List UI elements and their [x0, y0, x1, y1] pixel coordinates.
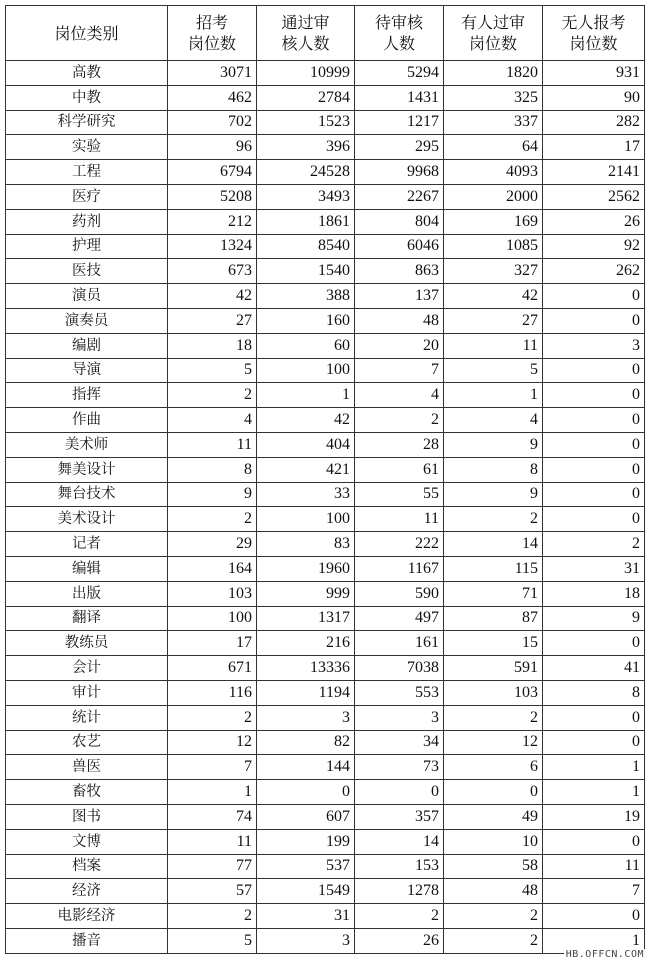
- cell-positions-no-applicants: 931: [543, 61, 645, 86]
- cell-approved-count: 1540: [257, 259, 355, 284]
- cell-approved-count: 3493: [257, 184, 355, 209]
- cell-pending-count: 222: [355, 532, 444, 557]
- cell-approved-count: 396: [257, 135, 355, 160]
- cell-positions-with-approved: 2: [444, 904, 543, 929]
- cell-approved-count: 10999: [257, 61, 355, 86]
- cell-approved-count: 607: [257, 804, 355, 829]
- cell-pending-count: 48: [355, 308, 444, 333]
- cell-category: 出版: [6, 581, 168, 606]
- cell-positions-no-applicants: 0: [543, 457, 645, 482]
- cell-positions-no-applicants: 0: [543, 383, 645, 408]
- cell-approved-count: 999: [257, 581, 355, 606]
- cell-pending-count: 6046: [355, 234, 444, 259]
- table-row: [6, 680, 645, 705]
- table-row: [6, 631, 645, 656]
- cell-recruit-positions: 96: [168, 135, 257, 160]
- header-line: 岗位数: [187, 34, 236, 53]
- cell-category: 实验: [6, 135, 168, 160]
- cell-recruit-positions: 671: [168, 656, 257, 681]
- cell-positions-with-approved: 325: [444, 85, 543, 110]
- cell-recruit-positions: 5: [168, 928, 257, 953]
- cell-approved-count: 404: [257, 432, 355, 457]
- cell-pending-count: 34: [355, 730, 444, 755]
- cell-category: 审计: [6, 680, 168, 705]
- table-row: [6, 408, 645, 433]
- header-line: 人数: [382, 34, 415, 53]
- cell-positions-with-approved: 337: [444, 110, 543, 135]
- table-header: [6, 6, 645, 61]
- cell-pending-count: 26: [355, 928, 444, 953]
- cell-positions-no-applicants: 9: [543, 606, 645, 631]
- cell-category: 文博: [6, 829, 168, 854]
- cell-positions-no-applicants: 282: [543, 110, 645, 135]
- cell-category: 记者: [6, 532, 168, 557]
- cell-positions-with-approved: 49: [444, 804, 543, 829]
- cell-pending-count: 1217: [355, 110, 444, 135]
- cell-recruit-positions: 29: [168, 532, 257, 557]
- cell-positions-with-approved: 9: [444, 482, 543, 507]
- table-row: [6, 110, 645, 135]
- table-row: [6, 755, 645, 780]
- cell-category: 科学研究: [6, 110, 168, 135]
- cell-recruit-positions: 57: [168, 879, 257, 904]
- cell-positions-with-approved: 327: [444, 259, 543, 284]
- table-row: [6, 730, 645, 755]
- cell-approved-count: 3: [257, 705, 355, 730]
- cell-positions-with-approved: 9: [444, 432, 543, 457]
- cell-positions-no-applicants: 11: [543, 854, 645, 879]
- cell-positions-with-approved: 2: [444, 705, 543, 730]
- table-row: [6, 705, 645, 730]
- cell-recruit-positions: 1324: [168, 234, 257, 259]
- table-row: [6, 358, 645, 383]
- cell-positions-with-approved: 58: [444, 854, 543, 879]
- cell-positions-with-approved: 27: [444, 308, 543, 333]
- cell-recruit-positions: 164: [168, 556, 257, 581]
- cell-recruit-positions: 11: [168, 432, 257, 457]
- table-row: [6, 383, 645, 408]
- cell-category: 医疗: [6, 184, 168, 209]
- cell-pending-count: 863: [355, 259, 444, 284]
- cell-positions-no-applicants: 0: [543, 507, 645, 532]
- cell-category: 播音: [6, 928, 168, 953]
- header-category: [6, 6, 168, 61]
- cell-positions-no-applicants: 1: [543, 928, 645, 953]
- cell-positions-no-applicants: 8: [543, 680, 645, 705]
- cell-approved-count: 0: [257, 780, 355, 805]
- cell-pending-count: 9968: [355, 160, 444, 185]
- cell-category: 电影经济: [6, 904, 168, 929]
- cell-positions-with-approved: 6: [444, 755, 543, 780]
- header-line: 待审核: [374, 13, 423, 32]
- cell-positions-no-applicants: 2141: [543, 160, 645, 185]
- table-row: [6, 160, 645, 185]
- cell-approved-count: 100: [257, 507, 355, 532]
- cell-positions-with-approved: 0: [444, 780, 543, 805]
- cell-positions-with-approved: 1820: [444, 61, 543, 86]
- cell-approved-count: 421: [257, 457, 355, 482]
- cell-pending-count: 137: [355, 284, 444, 309]
- cell-positions-with-approved: 2: [444, 928, 543, 953]
- header-line: 有人过审: [460, 13, 525, 32]
- cell-positions-no-applicants: 18: [543, 581, 645, 606]
- table-row: [6, 606, 645, 631]
- table-row: [6, 184, 645, 209]
- cell-positions-no-applicants: 31: [543, 556, 645, 581]
- table-row: [6, 482, 645, 507]
- header-line: 招考: [195, 13, 228, 32]
- cell-category: 美术设计: [6, 507, 168, 532]
- table-row: [6, 507, 645, 532]
- cell-positions-with-approved: 591: [444, 656, 543, 681]
- cell-positions-with-approved: 1085: [444, 234, 543, 259]
- cell-positions-with-approved: 11: [444, 333, 543, 358]
- table-row: [6, 532, 645, 557]
- cell-approved-count: 3: [257, 928, 355, 953]
- table-row: [6, 85, 645, 110]
- cell-recruit-positions: 116: [168, 680, 257, 705]
- cell-approved-count: 31: [257, 904, 355, 929]
- cell-recruit-positions: 42: [168, 284, 257, 309]
- cell-approved-count: 1194: [257, 680, 355, 705]
- table-row: [6, 234, 645, 259]
- cell-pending-count: 4: [355, 383, 444, 408]
- cell-pending-count: 153: [355, 854, 444, 879]
- cell-approved-count: 388: [257, 284, 355, 309]
- header-approved-count: [257, 6, 355, 61]
- cell-positions-with-approved: 71: [444, 581, 543, 606]
- cell-positions-with-approved: 4093: [444, 160, 543, 185]
- header-positions-with-approved: [444, 6, 543, 61]
- cell-recruit-positions: 2: [168, 383, 257, 408]
- header-pending-count: [355, 6, 444, 61]
- table-row: [6, 829, 645, 854]
- cell-pending-count: 1278: [355, 879, 444, 904]
- cell-positions-with-approved: 115: [444, 556, 543, 581]
- cell-positions-no-applicants: 0: [543, 705, 645, 730]
- cell-pending-count: 804: [355, 209, 444, 234]
- table-row: [6, 879, 645, 904]
- cell-positions-no-applicants: 0: [543, 730, 645, 755]
- cell-category: 医技: [6, 259, 168, 284]
- cell-approved-count: 1317: [257, 606, 355, 631]
- cell-pending-count: 553: [355, 680, 444, 705]
- cell-category: 舞台技术: [6, 482, 168, 507]
- cell-positions-no-applicants: 0: [543, 482, 645, 507]
- cell-positions-no-applicants: 0: [543, 631, 645, 656]
- cell-pending-count: 2267: [355, 184, 444, 209]
- cell-category: 畜牧: [6, 780, 168, 805]
- cell-positions-with-approved: 42: [444, 284, 543, 309]
- cell-recruit-positions: 9: [168, 482, 257, 507]
- cell-approved-count: 1861: [257, 209, 355, 234]
- cell-positions-with-approved: 5: [444, 358, 543, 383]
- cell-positions-with-approved: 12: [444, 730, 543, 755]
- cell-positions-no-applicants: 1: [543, 780, 645, 805]
- cell-approved-count: 216: [257, 631, 355, 656]
- cell-recruit-positions: 3071: [168, 61, 257, 86]
- cell-pending-count: 5294: [355, 61, 444, 86]
- cell-positions-no-applicants: 26: [543, 209, 645, 234]
- cell-recruit-positions: 17: [168, 631, 257, 656]
- table-row: [6, 928, 645, 953]
- cell-positions-with-approved: 8: [444, 457, 543, 482]
- cell-approved-count: 100: [257, 358, 355, 383]
- cell-recruit-positions: 702: [168, 110, 257, 135]
- cell-approved-count: 160: [257, 308, 355, 333]
- cell-positions-no-applicants: 0: [543, 408, 645, 433]
- cell-category: 教练员: [6, 631, 168, 656]
- cell-positions-no-applicants: 90: [543, 85, 645, 110]
- cell-approved-count: 537: [257, 854, 355, 879]
- cell-pending-count: 2: [355, 904, 444, 929]
- table-row: [6, 556, 645, 581]
- cell-recruit-positions: 6794: [168, 160, 257, 185]
- header-recruit-positions: [168, 6, 257, 61]
- cell-category: 经济: [6, 879, 168, 904]
- cell-recruit-positions: 1: [168, 780, 257, 805]
- table-row: [6, 656, 645, 681]
- cell-positions-no-applicants: 41: [543, 656, 645, 681]
- cell-positions-no-applicants: 0: [543, 308, 645, 333]
- cell-approved-count: 8540: [257, 234, 355, 259]
- cell-approved-count: 82: [257, 730, 355, 755]
- cell-category: 演员: [6, 284, 168, 309]
- cell-recruit-positions: 7: [168, 755, 257, 780]
- cell-approved-count: 33: [257, 482, 355, 507]
- cell-positions-no-applicants: 0: [543, 284, 645, 309]
- cell-pending-count: 11: [355, 507, 444, 532]
- cell-recruit-positions: 18: [168, 333, 257, 358]
- cell-approved-count: 60: [257, 333, 355, 358]
- site-watermark: HB.OFFCN.COM: [565, 949, 644, 960]
- cell-positions-with-approved: 15: [444, 631, 543, 656]
- header-line: 岗位类别: [54, 23, 119, 43]
- cell-recruit-positions: 27: [168, 308, 257, 333]
- cell-positions-no-applicants: 0: [543, 432, 645, 457]
- cell-category: 导演: [6, 358, 168, 383]
- cell-category: 美术师: [6, 432, 168, 457]
- table-row: [6, 284, 645, 309]
- cell-pending-count: 590: [355, 581, 444, 606]
- cell-positions-no-applicants: 7: [543, 879, 645, 904]
- table-row: [6, 259, 645, 284]
- header-line: 岗位数: [468, 34, 517, 53]
- table-row: [6, 581, 645, 606]
- header-line: 无人报考: [561, 13, 626, 32]
- cell-pending-count: 7: [355, 358, 444, 383]
- cell-pending-count: 2: [355, 408, 444, 433]
- cell-recruit-positions: 8: [168, 457, 257, 482]
- cell-recruit-positions: 5208: [168, 184, 257, 209]
- recruitment-statistics-table: [5, 5, 645, 954]
- table-row: [6, 61, 645, 86]
- cell-approved-count: 1: [257, 383, 355, 408]
- cell-positions-no-applicants: 262: [543, 259, 645, 284]
- cell-category: 护理: [6, 234, 168, 259]
- header-line: 通过审: [281, 13, 330, 32]
- cell-pending-count: 0: [355, 780, 444, 805]
- cell-pending-count: 73: [355, 755, 444, 780]
- cell-positions-with-approved: 103: [444, 680, 543, 705]
- table-row: [6, 904, 645, 929]
- table-row: [6, 780, 645, 805]
- cell-pending-count: 55: [355, 482, 444, 507]
- cell-pending-count: 28: [355, 432, 444, 457]
- cell-category: 编辑: [6, 556, 168, 581]
- header-line: 岗位数: [569, 34, 618, 53]
- cell-pending-count: 3: [355, 705, 444, 730]
- cell-pending-count: 7038: [355, 656, 444, 681]
- cell-approved-count: 1549: [257, 879, 355, 904]
- cell-category: 舞美设计: [6, 457, 168, 482]
- cell-positions-with-approved: 10: [444, 829, 543, 854]
- table-row: [6, 804, 645, 829]
- table-row: [6, 432, 645, 457]
- cell-recruit-positions: 5: [168, 358, 257, 383]
- cell-recruit-positions: 103: [168, 581, 257, 606]
- cell-positions-no-applicants: 17: [543, 135, 645, 160]
- cell-recruit-positions: 2: [168, 904, 257, 929]
- cell-recruit-positions: 2: [168, 705, 257, 730]
- cell-positions-no-applicants: 2562: [543, 184, 645, 209]
- header-row: [6, 6, 645, 61]
- table-row: [6, 209, 645, 234]
- cell-positions-with-approved: 1: [444, 383, 543, 408]
- cell-category: 会计: [6, 656, 168, 681]
- cell-positions-with-approved: 4: [444, 408, 543, 433]
- cell-approved-count: 1523: [257, 110, 355, 135]
- cell-positions-no-applicants: 3: [543, 333, 645, 358]
- cell-recruit-positions: 100: [168, 606, 257, 631]
- cell-recruit-positions: 77: [168, 854, 257, 879]
- cell-category: 统计: [6, 705, 168, 730]
- cell-positions-no-applicants: 0: [543, 904, 645, 929]
- cell-category: 作曲: [6, 408, 168, 433]
- cell-recruit-positions: 212: [168, 209, 257, 234]
- cell-approved-count: 1960: [257, 556, 355, 581]
- cell-category: 指挥: [6, 383, 168, 408]
- cell-recruit-positions: 462: [168, 85, 257, 110]
- cell-pending-count: 1167: [355, 556, 444, 581]
- cell-category: 农艺: [6, 730, 168, 755]
- table-body: [6, 61, 645, 954]
- cell-positions-no-applicants: 0: [543, 829, 645, 854]
- cell-approved-count: 144: [257, 755, 355, 780]
- header-positions-no-applicants: [543, 6, 645, 61]
- cell-positions-with-approved: 14: [444, 532, 543, 557]
- cell-category: 翻译: [6, 606, 168, 631]
- cell-pending-count: 14: [355, 829, 444, 854]
- cell-positions-with-approved: 169: [444, 209, 543, 234]
- table-row: [6, 308, 645, 333]
- cell-positions-no-applicants: 0: [543, 358, 645, 383]
- cell-positions-no-applicants: 19: [543, 804, 645, 829]
- cell-positions-no-applicants: 92: [543, 234, 645, 259]
- cell-positions-with-approved: 2000: [444, 184, 543, 209]
- cell-positions-no-applicants: 2: [543, 532, 645, 557]
- table-row: [6, 135, 645, 160]
- cell-recruit-positions: 673: [168, 259, 257, 284]
- table-row: [6, 854, 645, 879]
- cell-pending-count: 161: [355, 631, 444, 656]
- cell-category: 演奏员: [6, 308, 168, 333]
- cell-category: 工程: [6, 160, 168, 185]
- table-row: [6, 457, 645, 482]
- cell-pending-count: 20: [355, 333, 444, 358]
- cell-category: 编剧: [6, 333, 168, 358]
- cell-category: 中教: [6, 85, 168, 110]
- cell-approved-count: 13336: [257, 656, 355, 681]
- table-row: [6, 333, 645, 358]
- cell-approved-count: 42: [257, 408, 355, 433]
- cell-recruit-positions: 4: [168, 408, 257, 433]
- cell-positions-no-applicants: 1: [543, 755, 645, 780]
- cell-positions-with-approved: 87: [444, 606, 543, 631]
- cell-approved-count: 199: [257, 829, 355, 854]
- cell-approved-count: 2784: [257, 85, 355, 110]
- cell-positions-with-approved: 2: [444, 507, 543, 532]
- header-line: 核人数: [281, 34, 330, 53]
- cell-pending-count: 61: [355, 457, 444, 482]
- cell-positions-with-approved: 64: [444, 135, 543, 160]
- cell-category: 图书: [6, 804, 168, 829]
- cell-recruit-positions: 12: [168, 730, 257, 755]
- cell-pending-count: 1431: [355, 85, 444, 110]
- cell-approved-count: 24528: [257, 160, 355, 185]
- cell-category: 药剂: [6, 209, 168, 234]
- cell-approved-count: 83: [257, 532, 355, 557]
- cell-recruit-positions: 11: [168, 829, 257, 854]
- cell-category: 档案: [6, 854, 168, 879]
- cell-category: 高教: [6, 61, 168, 86]
- cell-pending-count: 497: [355, 606, 444, 631]
- cell-positions-with-approved: 48: [444, 879, 543, 904]
- cell-recruit-positions: 2: [168, 507, 257, 532]
- cell-category: 兽医: [6, 755, 168, 780]
- cell-pending-count: 295: [355, 135, 444, 160]
- cell-recruit-positions: 74: [168, 804, 257, 829]
- cell-pending-count: 357: [355, 804, 444, 829]
